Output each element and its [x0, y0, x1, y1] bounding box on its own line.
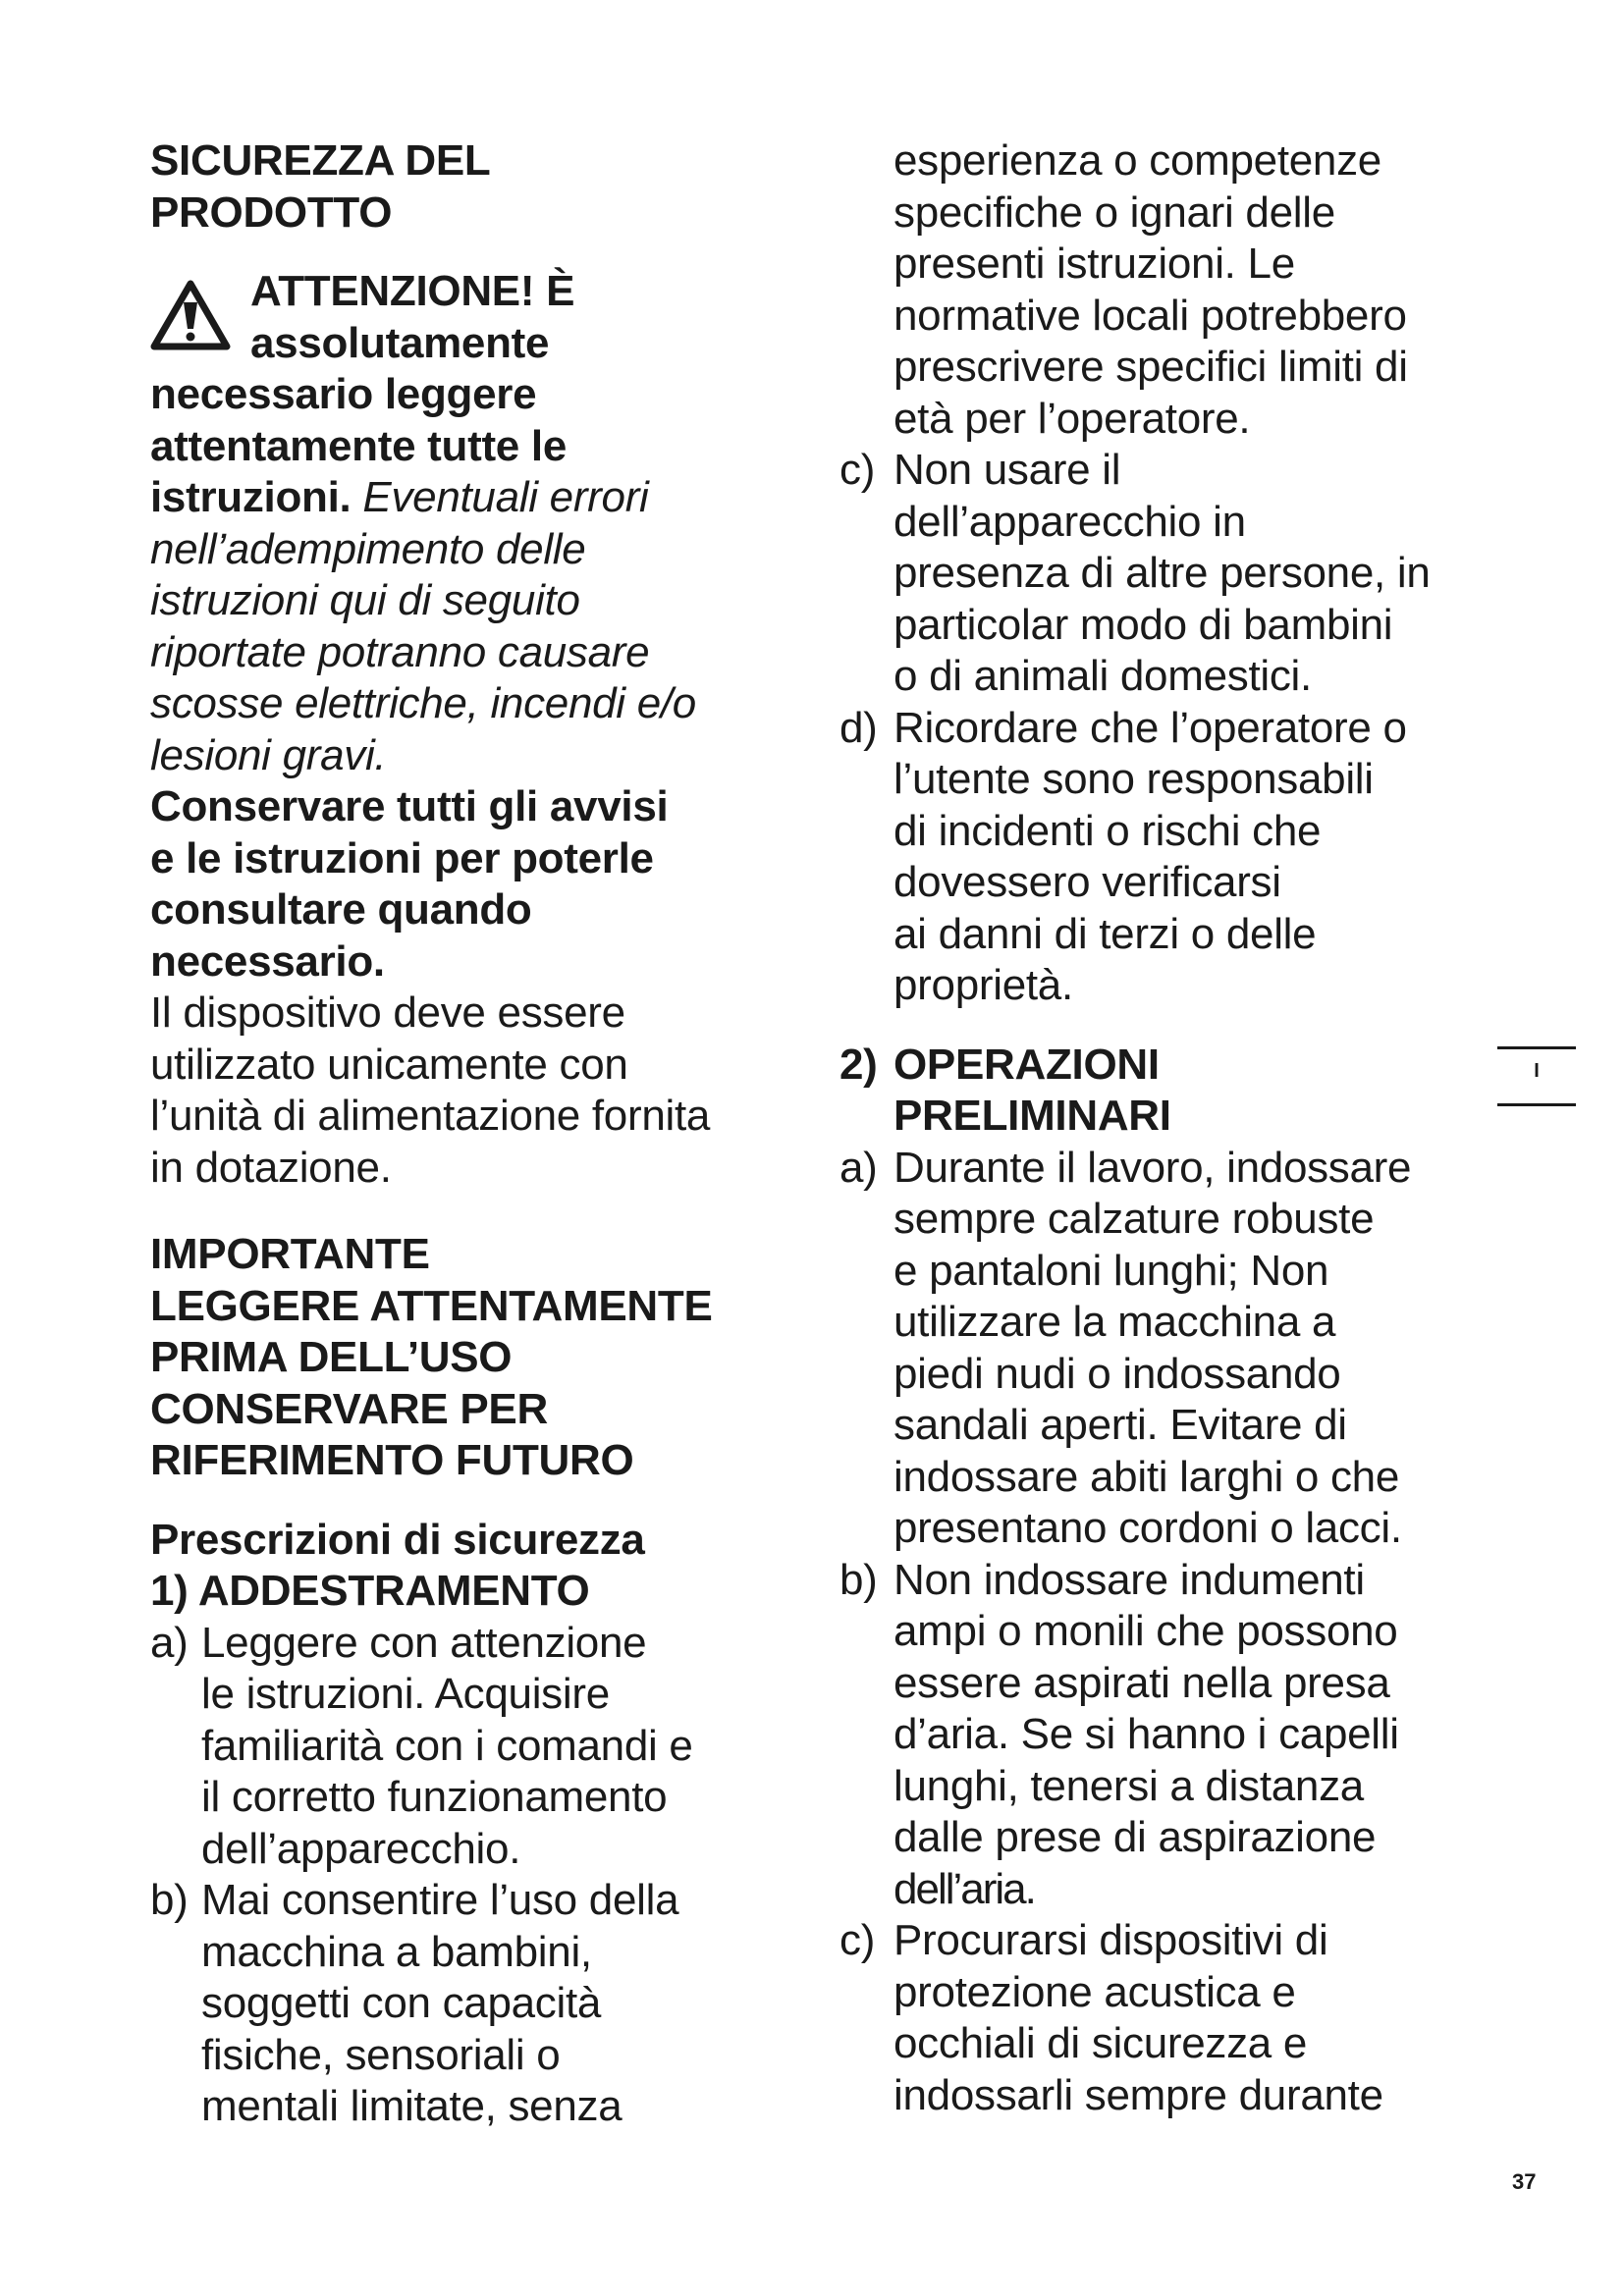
title-line: SICUREZZA DEL — [150, 136, 491, 185]
item-line: dovessero verificarsi — [893, 858, 1281, 906]
important-block — [150, 1229, 798, 1487]
item-line: l’utente sono responsabili — [893, 755, 1374, 803]
warning-italic-line: lesioni gravi. — [150, 730, 387, 779]
training-title: 1) ADDESTRAMENTO — [150, 1567, 590, 1615]
section-number: 2) — [839, 1040, 878, 1089]
item-line: dell’aria. — [893, 1864, 1035, 1913]
item-line: presentano cordoni o lacci. — [893, 1504, 1402, 1552]
warning-bold-end: istruzioni. — [150, 473, 352, 521]
item-line: sempre calzature robuste — [893, 1195, 1375, 1243]
item-label: b) — [839, 1555, 878, 1604]
item-line: proprietà. — [893, 961, 1073, 1009]
keep-line: necessario. — [150, 936, 385, 986]
item-line: particolar modo di bambini — [893, 600, 1393, 649]
item-line: Durante il lavoro, indossare — [893, 1143, 1412, 1192]
keep-line: e le istruzioni per poterle — [150, 833, 654, 882]
item-label: b) — [150, 1876, 189, 1924]
item-line: Mai consentire l’uso della — [201, 1876, 679, 1924]
item-line: le istruzioni. Acquisire — [201, 1670, 610, 1718]
section-title-line: PRELIMINARI — [893, 1092, 1171, 1140]
item-line: presenza di altre persone, in — [893, 549, 1431, 597]
section2-title — [839, 1040, 1507, 1143]
warning-triangle-icon — [150, 280, 231, 350]
right-column — [839, 135, 1507, 2121]
item-line: indossare abiti larghi o che — [893, 1452, 1400, 1501]
tab-label: I — [1534, 1060, 1540, 1082]
warning-line: assolutamente — [250, 318, 550, 367]
warning-italic: Eventuali errori — [362, 473, 649, 521]
warning-italic-line: istruzioni qui di seguito — [150, 576, 580, 624]
prescriptions-title: Prescrizioni di sicurezza — [150, 1515, 645, 1564]
item-line: lunghi, tenersi a distanza — [893, 1761, 1364, 1810]
item-line: soggetti con capacità — [201, 1979, 602, 2027]
keep-instructions — [150, 781, 798, 988]
continued-line: normative locali potrebbero — [893, 291, 1407, 340]
warning-block — [150, 266, 798, 781]
continued-text — [839, 135, 1507, 445]
item-line: macchina a bambini, — [201, 1927, 592, 1976]
item-label: c) — [839, 446, 876, 494]
keep-line: consultare quando — [150, 885, 532, 934]
item-line: Leggere con attenzione — [201, 1618, 647, 1667]
item-label: a) — [150, 1618, 189, 1667]
item-line: Non indossare indumenti — [893, 1555, 1365, 1604]
warning-italic-line: riportate potranno causare — [150, 627, 650, 676]
continued-line: prescrivere specifici limiti di — [893, 343, 1408, 391]
item-line: protezione acustica e — [893, 1967, 1296, 2016]
device-line: in dotazione. — [150, 1143, 392, 1192]
item-line: dalle prese di aspirazione — [893, 1813, 1377, 1861]
item-label: d) — [839, 703, 878, 752]
list-item — [839, 1555, 1507, 1916]
tab-rule-top — [1497, 1046, 1576, 1049]
item-line: o di animali domestici. — [893, 652, 1312, 700]
keep-line: Conservare tutti gli avvisi — [150, 782, 669, 830]
warning-line: attentamente tutte le — [150, 421, 567, 470]
continued-line: presenti istruzioni. Le — [893, 240, 1295, 288]
item-line: utilizzare la macchina a — [893, 1298, 1336, 1346]
warning-line: necessario leggere — [150, 370, 537, 418]
section-title-line: OPERAZIONI — [893, 1040, 1160, 1089]
list-item — [839, 1143, 1507, 1555]
item-line: fisiche, sensoriali o — [201, 2030, 561, 2079]
item-line: piedi nudi o indossando — [893, 1349, 1341, 1398]
item-line: Non usare il — [893, 446, 1121, 494]
device-line: Il dispositivo deve essere — [150, 988, 625, 1037]
important-line: CONSERVARE PER — [150, 1384, 548, 1433]
continued-line: esperienza o competenze — [893, 136, 1381, 185]
item-line: e pantaloni lunghi; Non — [893, 1246, 1329, 1295]
left-column — [150, 135, 798, 2133]
item-line: mentali limitate, senza — [201, 2082, 623, 2130]
device-line: l’unità di alimentazione fornita — [150, 1092, 711, 1140]
item-line: ampi o monili che possono — [893, 1607, 1398, 1655]
item-line: ai danni di terzi o delle — [893, 909, 1317, 958]
device-note — [150, 988, 798, 1194]
item-line: d’aria. Se si hanno i capelli — [893, 1710, 1399, 1758]
important-line: PRIMA DELL’USO — [150, 1333, 513, 1381]
warning-line: ATTENZIONE! È — [250, 267, 575, 315]
section-title — [150, 135, 798, 239]
tab-rule-bottom — [1497, 1103, 1576, 1106]
continued-line: età per l’operatore. — [893, 394, 1251, 443]
language-tab — [1497, 1042, 1576, 1107]
list-item — [150, 1875, 798, 2133]
item-line: di incidenti o rischi che — [893, 806, 1322, 855]
important-line: IMPORTANTE — [150, 1230, 430, 1278]
list-item — [839, 1915, 1507, 2121]
item-line: Procurarsi dispositivi di — [893, 1916, 1328, 1964]
warning-italic-line: scosse elettriche, incendi e/o — [150, 679, 696, 727]
item-line: sandali aperti. Evitare di — [893, 1401, 1347, 1449]
item-line: essere aspirati nella presa — [893, 1658, 1390, 1707]
important-line: RIFERIMENTO FUTURO — [150, 1436, 634, 1484]
list-item — [839, 703, 1507, 1012]
item-line: familiarità con i comandi e — [201, 1721, 693, 1770]
list-item — [839, 445, 1507, 703]
item-line: dell’apparecchio. — [201, 1824, 521, 1873]
important-line: LEGGERE ATTENTAMENTE — [150, 1281, 713, 1330]
item-line: il corretto funzionamento — [201, 1773, 668, 1821]
continued-line: specifiche o ignari delle — [893, 187, 1335, 237]
item-line: occhiali di sicurezza e — [893, 2019, 1308, 2067]
device-line: utilizzato unicamente con — [150, 1040, 628, 1089]
item-line: Ricordare che l’operatore o — [893, 703, 1407, 752]
item-line: dell’apparecchio in — [893, 497, 1246, 546]
title-line: PRODOTTO — [150, 187, 393, 237]
page-number: 37 — [1512, 2169, 1537, 2194]
warning-italic-line: nell’adempimento delle — [150, 524, 586, 573]
item-line: indossarli sempre durante — [893, 2070, 1383, 2119]
item-label: c) — [839, 1916, 876, 1964]
list-item — [150, 1618, 798, 1876]
item-label: a) — [839, 1143, 878, 1192]
